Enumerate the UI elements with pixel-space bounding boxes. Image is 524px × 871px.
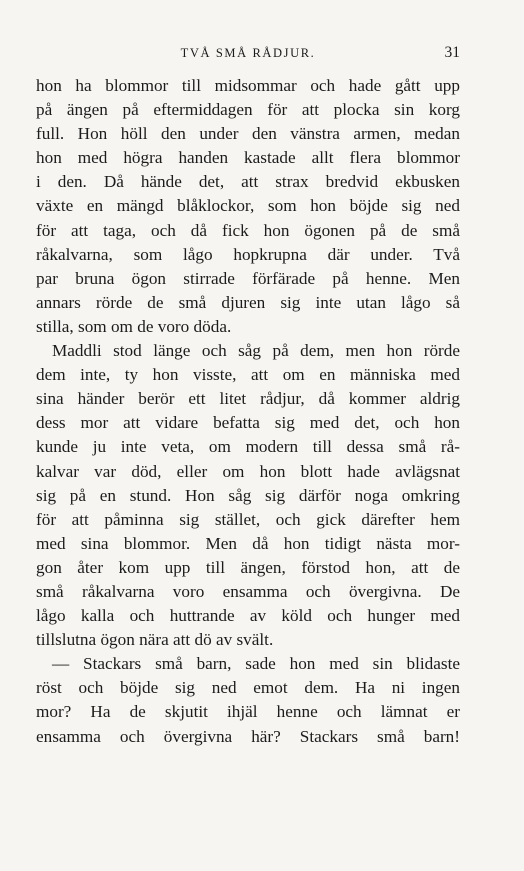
text-line: tillslutna ögon nära att dö av svält. bbox=[36, 630, 274, 650]
text-line: med sina blommor. Men då hon tidigt nästa mor- bbox=[36, 533, 460, 553]
paragraph bbox=[36, 339, 460, 652]
text-line: kunde ju inte veta, om modern till dessa små rå- bbox=[36, 437, 460, 457]
paragraph bbox=[36, 652, 460, 748]
text-line: i den. Då hände det, att strax bredvid ekbusken bbox=[36, 172, 460, 192]
text-line: full. Hon höll den under den vänstra armen, medan bbox=[36, 124, 460, 144]
text-line: hon ha blommor till midsommar och hade gått upp bbox=[36, 76, 460, 95]
page-number: 31 bbox=[444, 44, 460, 61]
text-line: mor? Ha de skjutit ihjäl henne och lämnat er bbox=[36, 702, 460, 722]
text-line: växte en mängd blåklockor, som hon böjde sig ned bbox=[36, 196, 460, 216]
text-line: dem inte, ty hon visste, att om en människa med bbox=[36, 365, 460, 385]
page-header bbox=[36, 43, 460, 63]
text-line: för att påminna sig stället, och gick därefter hem bbox=[36, 509, 460, 529]
text-line: kalvar var död, eller om hon blott hade avlägsnat bbox=[36, 461, 460, 481]
text-line: annars rörde de små djuren sig inte utan lågo så bbox=[36, 292, 460, 312]
text-line: röst och böjde sig ned emot dem. Ha ni ingen bbox=[36, 678, 460, 698]
text-line: stilla, som om de voro döda. bbox=[36, 316, 232, 336]
text-line: hon med högra handen kastade allt flera blommor bbox=[36, 148, 460, 168]
text-line: — Stackars små barn, sade hon med sin blidaste bbox=[52, 654, 460, 674]
text-line: sig på en stund. Hon såg sig därför noga omkring bbox=[36, 485, 460, 505]
text-line: ensamma och övergivna här? Stackars små barn! bbox=[36, 726, 460, 746]
text-line: råkalvarna, som lågo hopkrupna där under. Två bbox=[36, 244, 460, 264]
text-line: gon åter kom upp till ängen, förstod hon, att de bbox=[36, 557, 460, 577]
text-line: dess mor att vidare befatta sig med det, och hon bbox=[36, 413, 460, 433]
running-head: TVÅ SMÅ RÅDJUR. bbox=[180, 46, 316, 60]
paragraph bbox=[36, 74, 460, 339]
text-line: lågo kalla och huttrande av köld och hunger med bbox=[36, 606, 460, 626]
text-line: par bruna ögon stirrade förfärade på henne. Men bbox=[36, 268, 460, 288]
text-line: små råkalvarna voro ensamma och övergivna. De bbox=[36, 581, 460, 601]
body-text bbox=[36, 74, 460, 749]
text-line: sina händer berör ett litet rådjur, då kommer aldrig bbox=[36, 389, 460, 409]
text-line: på ängen på eftermiddagen för att plocka sin korg bbox=[36, 100, 460, 120]
text-line: för att taga, och då fick hon ögonen på de små bbox=[36, 220, 460, 240]
text-line: Maddli stod länge och såg på dem, men hon rörde bbox=[52, 341, 460, 361]
